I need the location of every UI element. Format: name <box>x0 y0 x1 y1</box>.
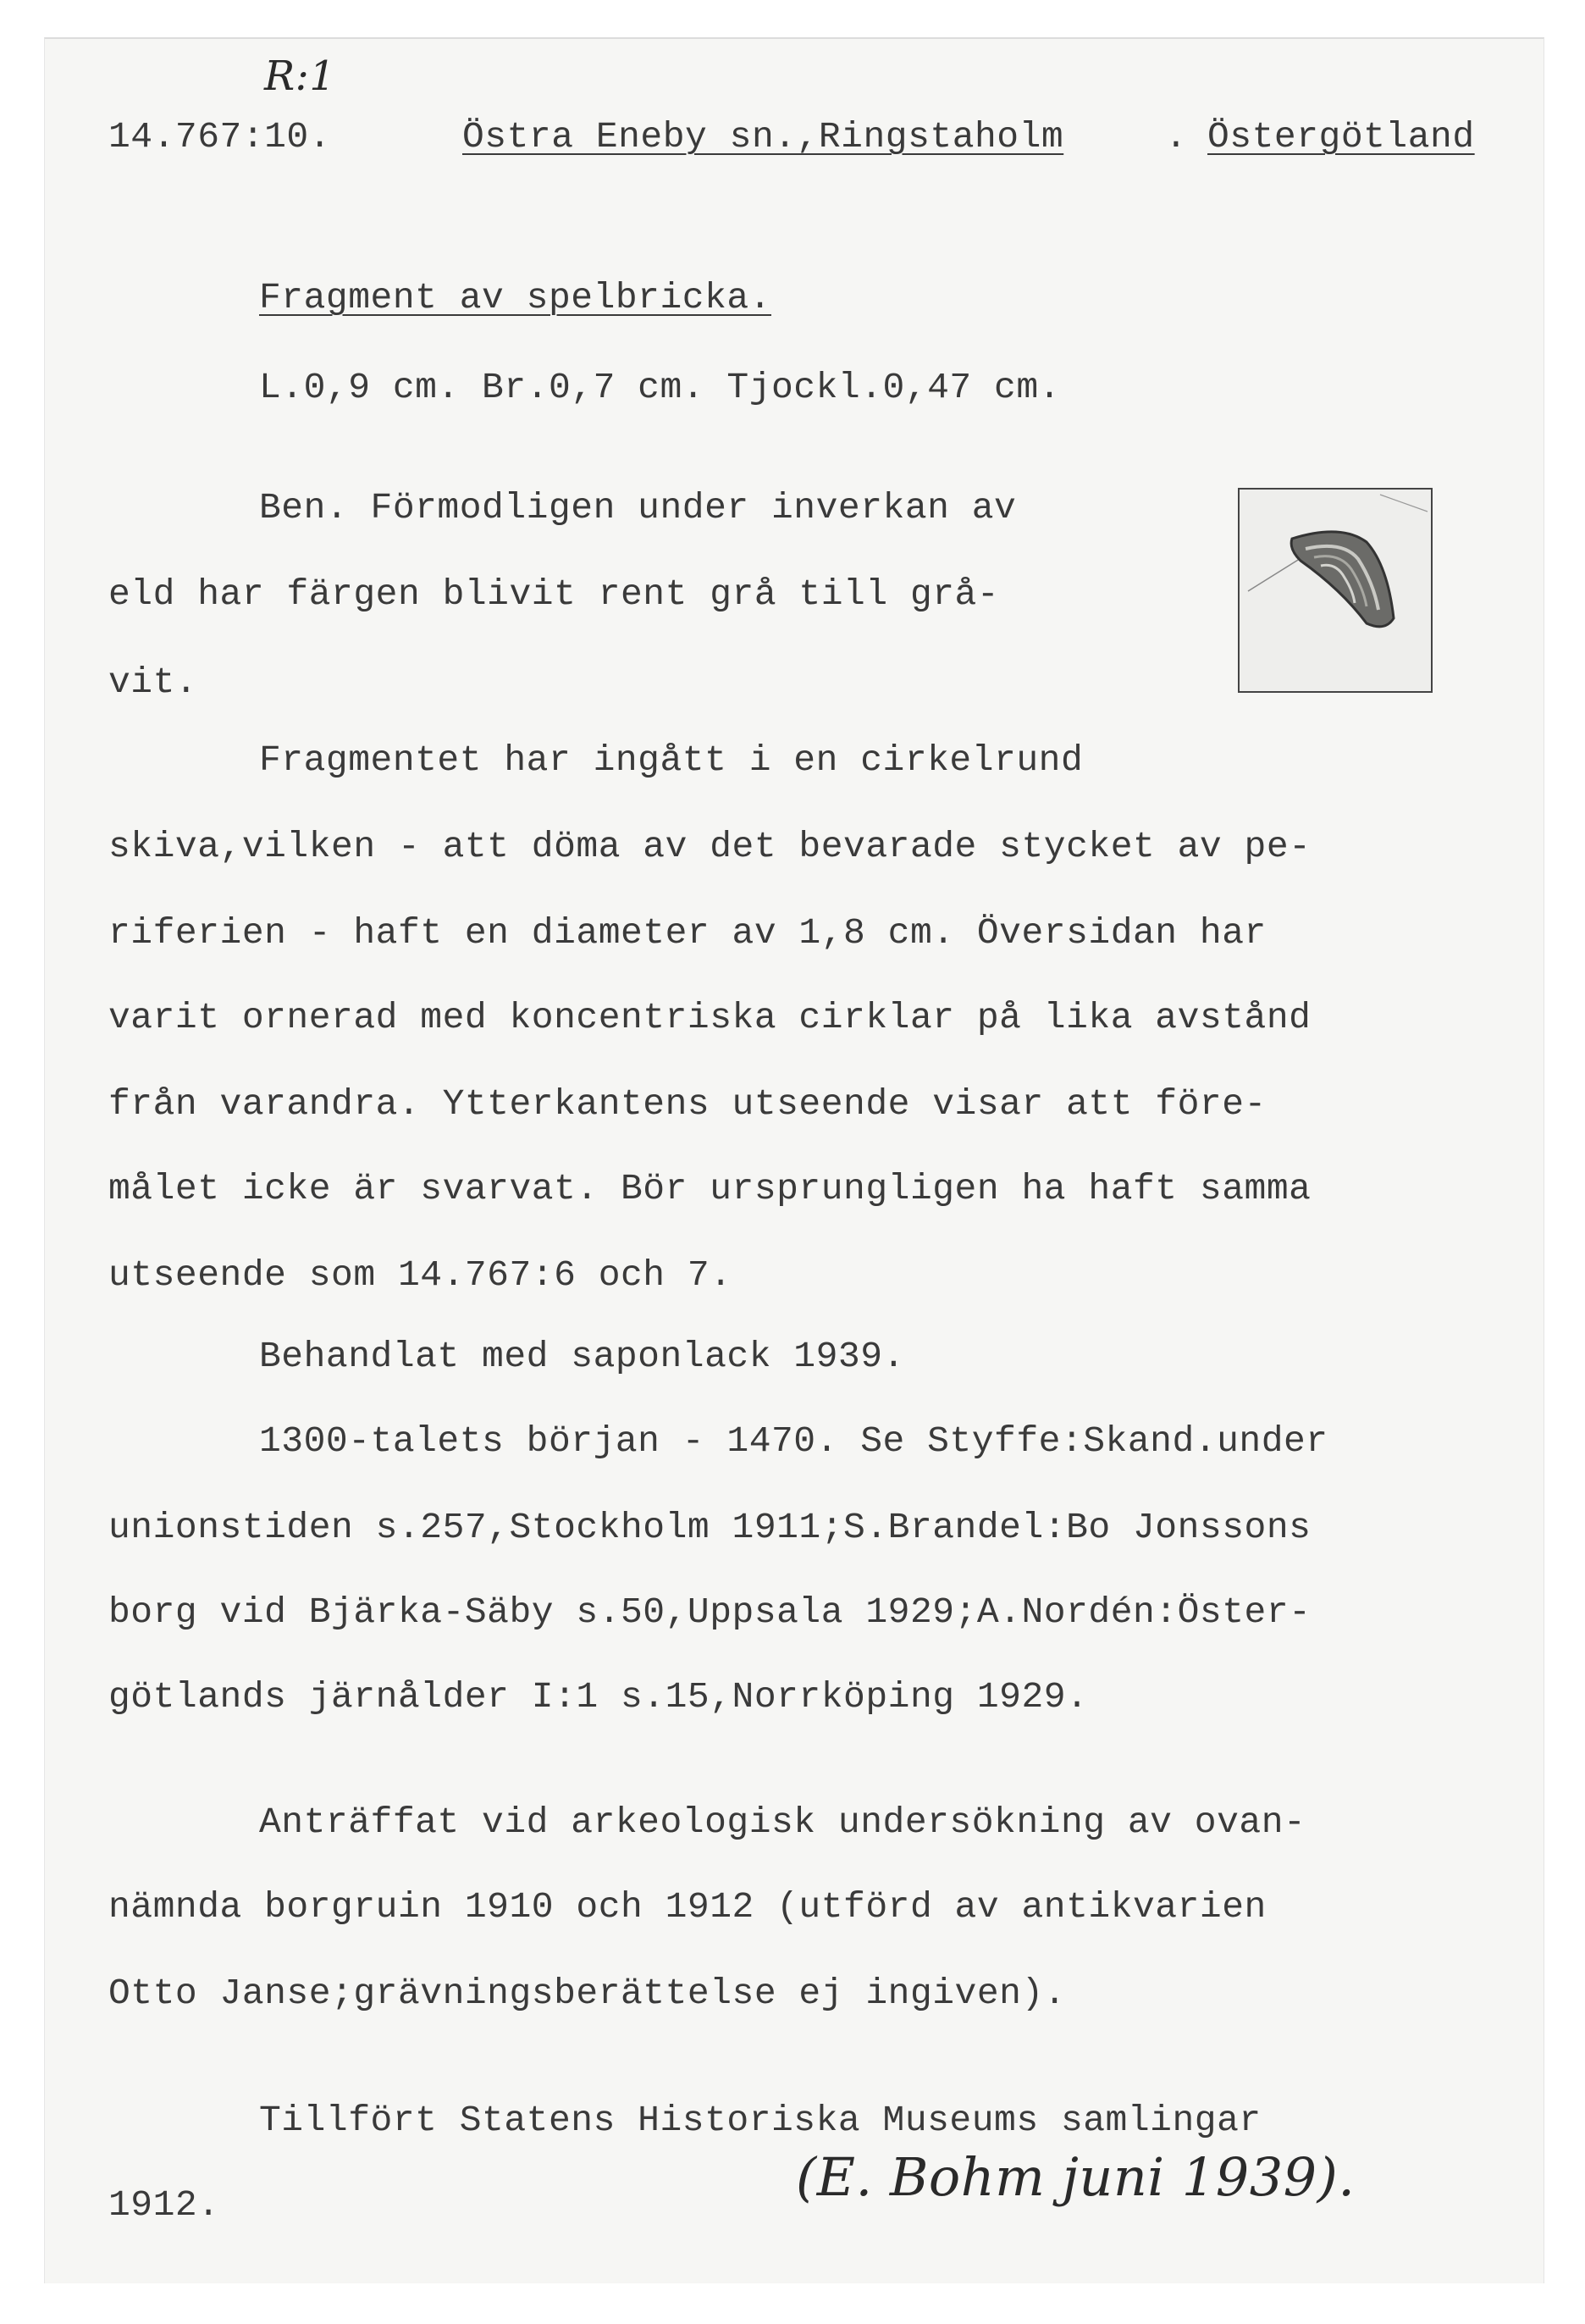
body-line-19: Tillfört Statens Historiska Museums samlingar <box>259 2100 1262 2141</box>
body-line-7: varit ornerad med koncentriska cirklar på lika avstånd <box>108 997 1312 1038</box>
region: Östergötland <box>1207 116 1475 158</box>
body-line-16: Anträffat vid arkeologisk undersökning av ovan- <box>259 1801 1306 1843</box>
measurements: L.0,9 cm. Br.0,7 cm. Tjockl.0,47 cm. <box>259 367 1061 408</box>
body-line-3: vit. <box>108 661 198 703</box>
body-line-1: Ben. Förmodligen under inverkan av <box>259 487 1017 528</box>
body-line-10: utseende som 14.767:6 och 7. <box>108 1254 732 1296</box>
body-line-9: målet icke är svarvat. Bör ursprungligen ha haft samma <box>108 1168 1312 1209</box>
body-line-13: unionstiden s.257,Stockholm 1911;S.Brandel:Bo Jonssons <box>108 1507 1312 1548</box>
body-line-20: 1912. <box>108 2184 220 2226</box>
body-line-5: skiva,vilken - att döma av det bevarade stycket av pe- <box>108 826 1312 867</box>
body-line-18: Otto Janse;grävningsberättelse ej ingiven). <box>108 1973 1067 2014</box>
body-line-6: riferien - haft en diameter av 1,8 cm. Översidan har <box>108 912 1267 954</box>
body-line-15: götlands järnålder I:1 s.15,Norrköping 1929. <box>108 1676 1089 1718</box>
body-line-14: borg vid Bjärka-Säby s.50,Uppsala 1929;A.Nordén:Öster- <box>108 1591 1312 1633</box>
body-line-2: eld har färgen blivit rent grå till grå- <box>108 573 1000 615</box>
fragment-photo <box>1238 488 1433 693</box>
object-title: Fragment av spelbricka. <box>259 277 771 318</box>
body-line-12: 1300-talets början - 1470. Se Styffe:Skand.under <box>259 1420 1328 1462</box>
body-line-17: nämnda borgruin 1910 och 1912 (utförd av antikvarien <box>108 1886 1267 1928</box>
bone-fragment-image <box>1240 490 1431 691</box>
catalog-number: 14.767:10. <box>108 116 332 158</box>
handwritten-signature: (E. Bohm juni 1939). <box>796 2146 1356 2208</box>
find-location-dot: . <box>1165 116 1188 158</box>
registry-mark: R:1 <box>264 53 336 100</box>
body-line-4: Fragmentet har ingått i en cirkelrund <box>259 739 1084 781</box>
body-line-8: från varandra. Ytterkantens utseende visar att före- <box>108 1083 1267 1125</box>
body-line-11: Behandlat med saponlack 1939. <box>259 1336 905 1377</box>
find-location: Östra Eneby sn.,Ringstaholm <box>462 116 1064 158</box>
